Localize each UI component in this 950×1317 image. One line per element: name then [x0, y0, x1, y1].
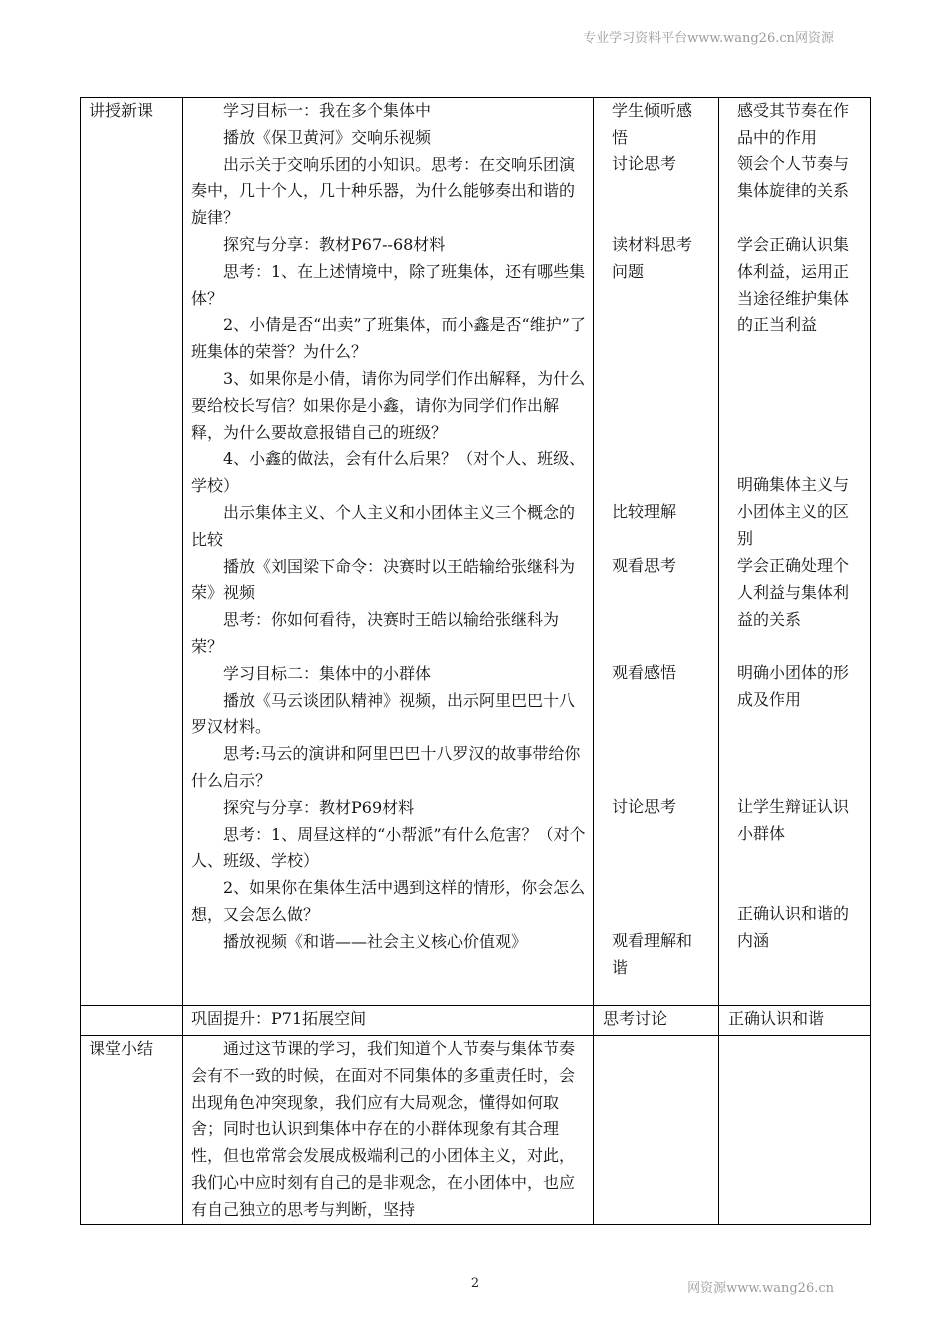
content-line: 4、小鑫的做法，会有什么后果？（对个人、班级、学校） [191, 449, 586, 496]
content-line: 思考：1、周昼这样的“小帮派”有什么危害？（对个人、班级、学校） [191, 824, 586, 871]
student-activity-cell [594, 98, 719, 1006]
content-line: 3、如果你是小倩，请你为同学们作出解释，为什么要给校长写信？如果你是小鑫，请你为同学们作出解释，为什么要故意报错自己的班级？ [191, 368, 586, 442]
student-activity: 观看理解和谐 [612, 931, 693, 977]
section-label-empty [81, 1006, 183, 1036]
content-line: 2、如果你在集体生活中遇到这样的情形，你会怎么想，又会怎么做？ [191, 878, 586, 924]
content-line: 巩固提升：P71拓展空间 [191, 1009, 367, 1028]
student-activity: 读材料思考问题 [612, 235, 693, 281]
student-activity: 讨论思考 [612, 154, 677, 173]
design-goal-cell [719, 98, 871, 1006]
design-goal: 让学生辩证认识小群体 [737, 797, 850, 843]
design-goal: 正确认识和谐 [719, 1006, 871, 1036]
content-line: 出示关于交响乐团的小知识。思考：在交响乐团演奏中，几十个人，几十种乐器，为什么能够奏出和谐的旋律？ [191, 154, 576, 228]
table-row-consolidation [81, 1006, 871, 1036]
student-activity: 思考讨论 [594, 1006, 719, 1036]
content-line: 探究与分享：教材P69材料 [223, 797, 415, 817]
section-label-teaching: 讲授新课 [81, 98, 183, 1006]
design-goal: 领会个人节奏与集体旋律的关系 [737, 154, 850, 200]
content-line: 播放《马云谈团队精神》视频，出示阿里巴巴十八罗汉材料。 [191, 690, 576, 737]
content-line: 学习目标一：我在多个集体中 [223, 101, 432, 120]
page-footer: 网资源www.wang26.cn [687, 1281, 834, 1296]
student-activity: 讨论思考 [612, 797, 677, 816]
page-header: 专业学习资料平台www.wang26.cn网资源 [583, 31, 834, 46]
content-line: 思考：你如何看待，决赛时王皓以输给张继科为荣？ [191, 610, 560, 656]
content-line: 2、小倩是否“出卖”了班集体，而小鑫是否“维护”了班集体的荣誉？为什么？ [191, 315, 586, 362]
table-row-teaching [81, 98, 871, 1006]
page-number: 2 [470, 1276, 480, 1291]
summary-text: 通过这节课的学习，我们知道个人节奏与集体节奏会有不一致的时候，在面对不同集体的多重责任时，会出现角色冲突现象，我们应有大局观念，懂得如何取舍；同时也认识到集体中存在的小群体现象有其合理性，但也常常会发展成极端利己的小团体主义，对此，我们心中应时刻有自己的是非观念，在小团体中，也应有自己独立的思考与判断，坚持 [191, 1039, 576, 1219]
lesson-table [80, 97, 871, 1225]
student-activity: 学生倾听感悟 [612, 101, 693, 147]
content-line: 出示集体主义、个人主义和小团体主义三个概念的比较 [191, 502, 576, 549]
design-goal: 学会正确处理个人利益与集体利益的关系 [737, 556, 850, 629]
design-goal: 明确集体主义与小团体主义的区别 [737, 475, 850, 548]
content-line: 思考：1、在上述情境中，除了班集体，还有哪些集体？ [191, 261, 586, 308]
consolidation-content [183, 1006, 594, 1036]
content-line: 播放视频《和谐——社会主义核心价值观》 [223, 931, 528, 951]
content-line: 学习目标二：集体中的小群体 [223, 663, 432, 683]
design-goal: 感受其节奏在作品中的作用 [737, 101, 850, 147]
content-line: 探究与分享：教材P67--68材料 [223, 234, 446, 254]
design-goal-empty [719, 1036, 871, 1225]
content-line: 播放《刘国梁下命令：决赛时以王皓输给张继科为荣》视频 [191, 556, 576, 603]
design-goal: 正确认识和谐的内涵 [737, 904, 850, 950]
design-goal: 明确小团体的形成及作用 [737, 663, 850, 709]
content-line: 播放《保卫黄河》交响乐视频 [223, 127, 432, 147]
student-activity: 观看感悟 [612, 663, 677, 682]
student-activity: 观看思考 [612, 556, 677, 575]
section-label-summary: 课堂小结 [81, 1036, 183, 1225]
student-activity-empty [594, 1036, 719, 1225]
summary-content-cell [183, 1036, 594, 1225]
content-line: 思考:马云的演讲和阿里巴巴十八罗汉的故事带给你什么启示？ [191, 744, 581, 790]
design-goal: 学会正确认识集体利益，运用正当途径维护集体的正当利益 [737, 235, 850, 335]
table-row-summary [81, 1036, 871, 1225]
teaching-content-cell [183, 98, 594, 1006]
student-activity: 比较理解 [612, 502, 677, 521]
